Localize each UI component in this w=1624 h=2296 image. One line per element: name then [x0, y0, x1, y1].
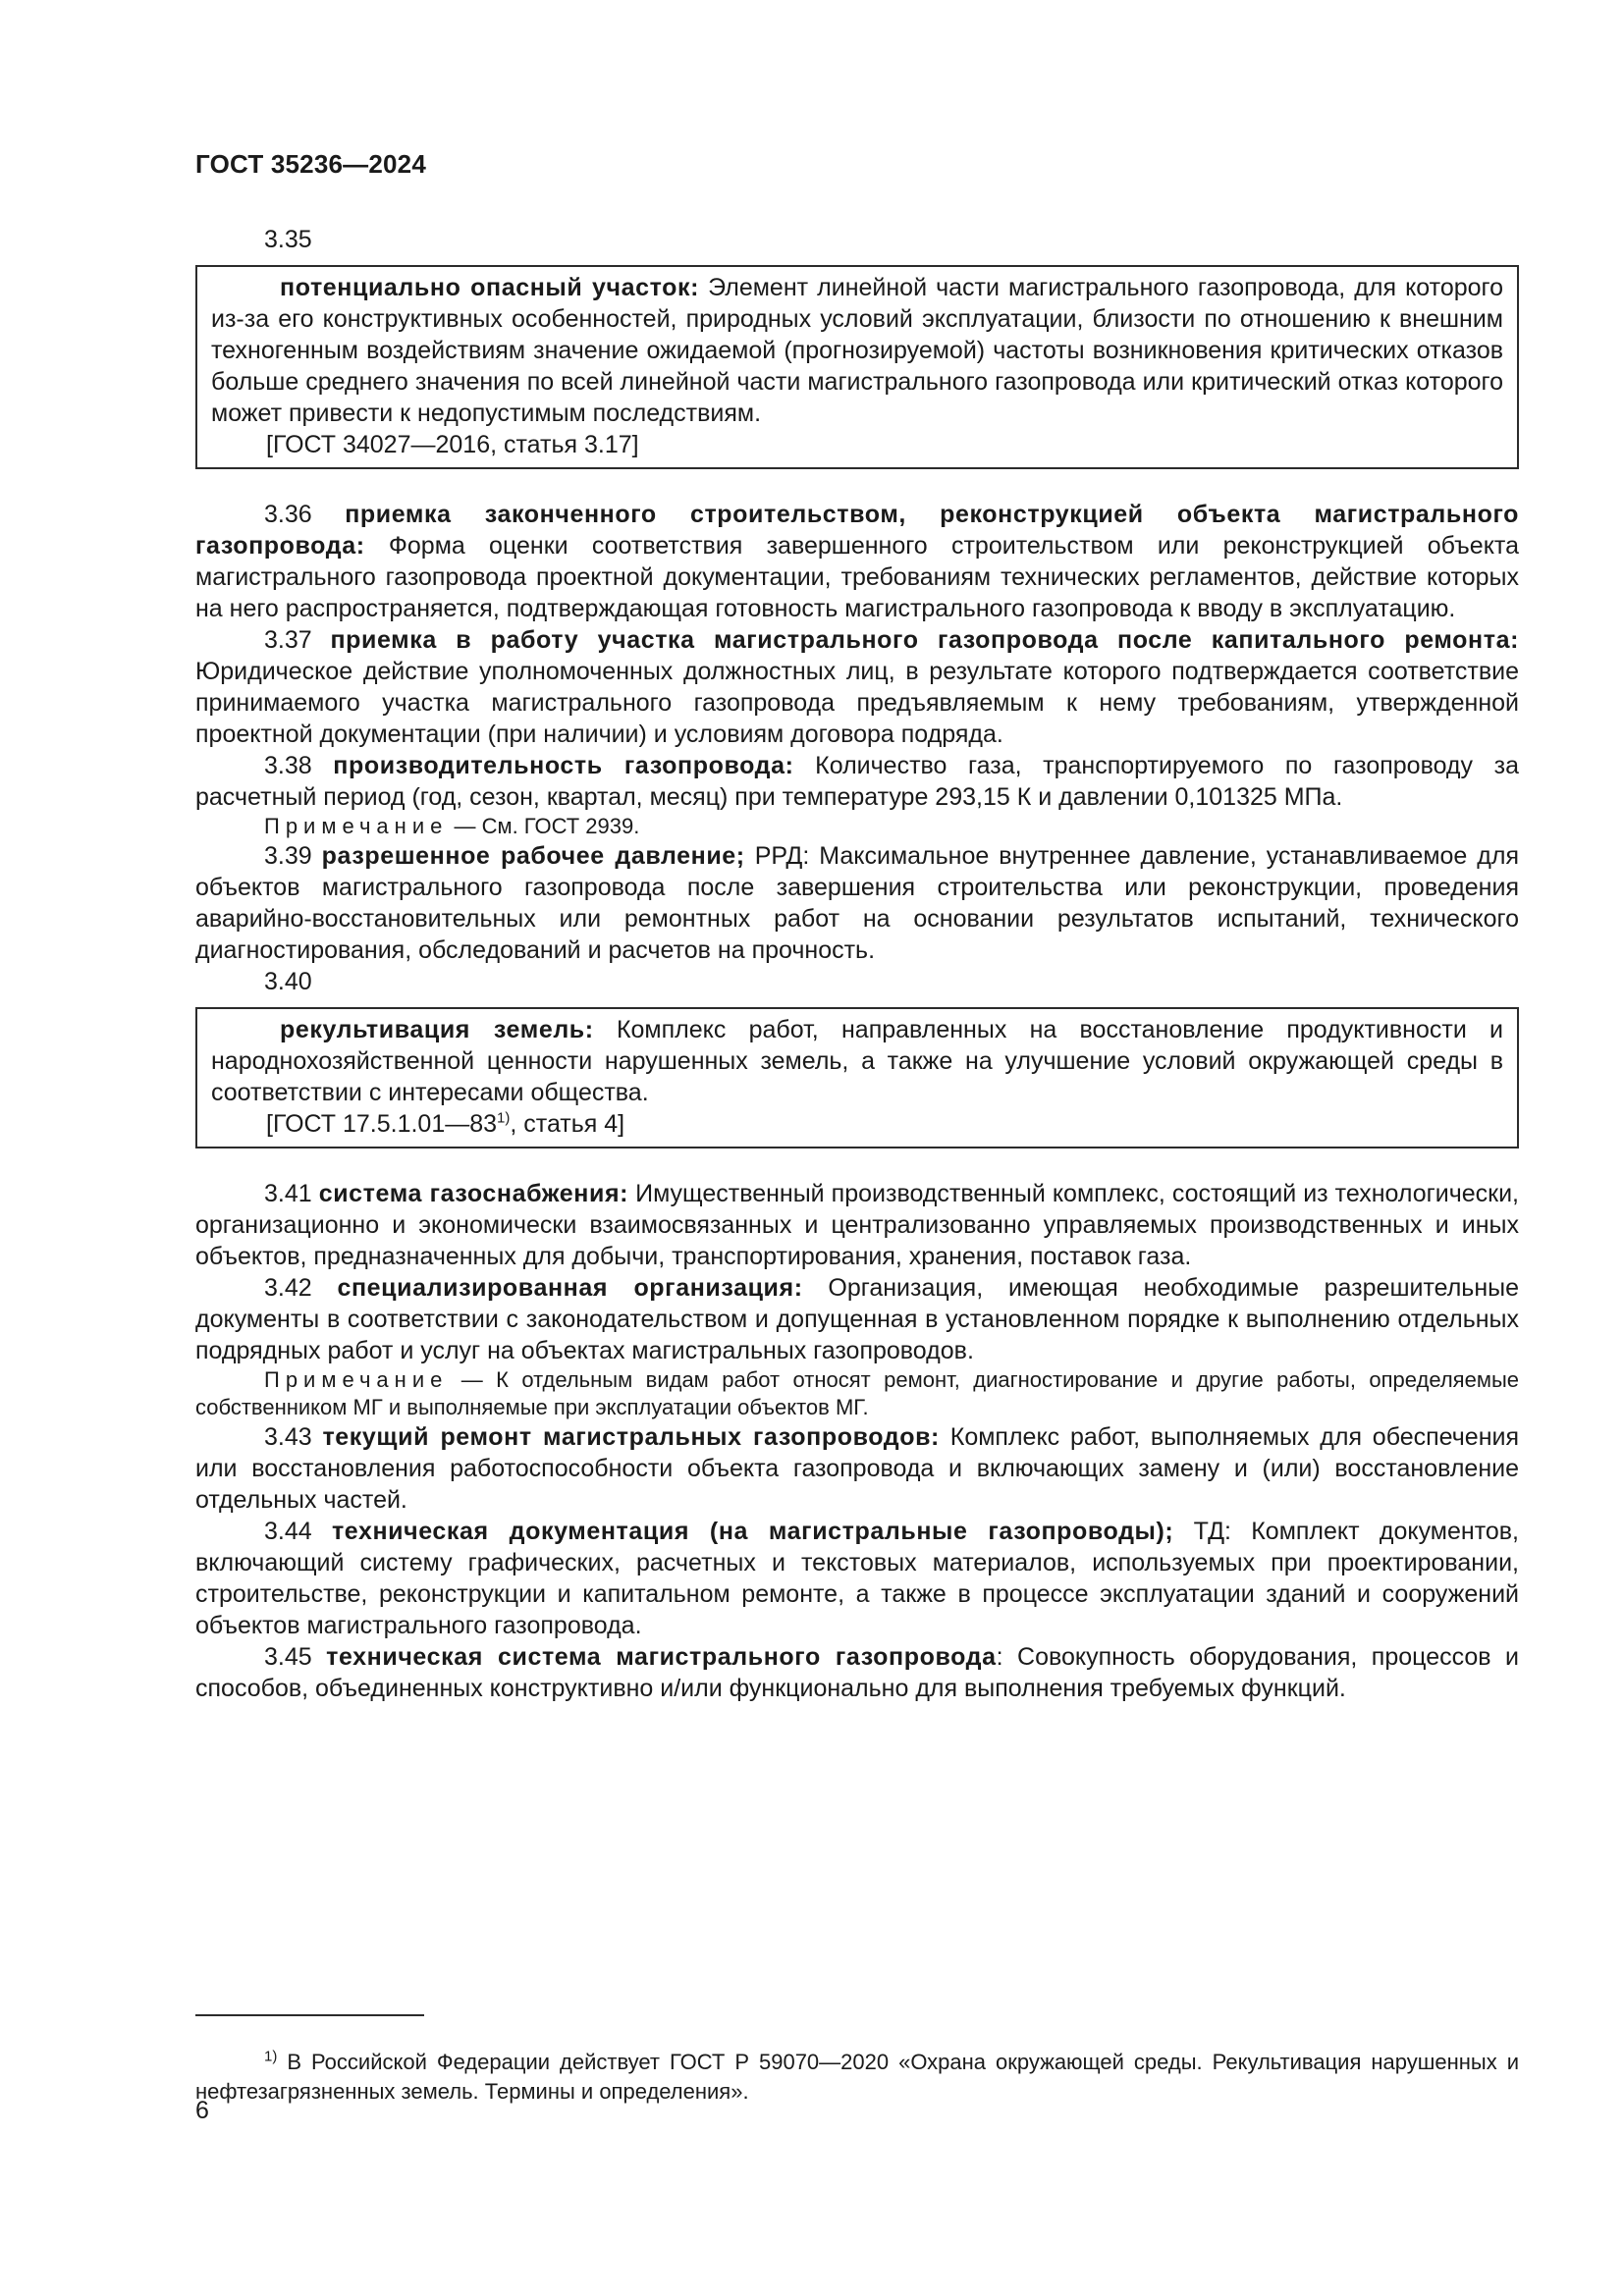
- entry-number-3-39: 3.39: [264, 842, 322, 870]
- terms-section: [195, 224, 1519, 1704]
- definition-text-3-41: Имущественный производственный комплекс, состоящий из технологически, организационно и экономически взаимосвязанных и централизованно управляемых производственных и иных объектов, предназначенных для добычи, транспортирования, хранения, поставок газа.: [195, 1180, 1519, 1270]
- source-reference-3-40: [ГОСТ 17.5.1.01—83$^{1)}$, статья 4]: [266, 1109, 625, 1138]
- definition-text-3-42: Организация, имеющая необходимые разрешительные документы в соответствии с законодательством и допущенная в установленном порядке к выполнению отдельных подрядных работ и услуг на объектах магистральных газопроводов.: [195, 1274, 1520, 1364]
- definition-text-3-38: Количество газа, транспортируемого по газопроводу за расчетный период (год, сезон, квартал, месяц) при температуре 293,15 К и давлении 0,101325 МПа.: [195, 752, 1520, 811]
- entry-number-3-38: 3.38: [264, 752, 334, 779]
- quoted-definition-box-3-40: [195, 1007, 1519, 1148]
- note-label-3-42: Примечание: [264, 1367, 449, 1392]
- definition-text-3-37: Юридическое действие уполномоченных должностных лиц, в результате которого подтверждается соответствие принимаемого участка магистрального газопровода предъявляемым к нему требованиям, утвержденной проектной документации (при наличии) и условиям договора подряда.: [195, 658, 1519, 748]
- footnote-separator: [195, 2014, 424, 2016]
- term-3-45: техническая система магистрального газопровода: [326, 1643, 997, 1671]
- page-number: 6: [195, 2097, 209, 2124]
- definition-text-3-39: РРД: Максимальное внутреннее давление, устанавливаемое для объектов магистрального газопровода после завершения строительства или реконструкции, проведения аварийно-восстановительных или ремонтных работ на основании результатов испытаний, технического диагностирования, обследований и расчетов на прочность.: [195, 842, 1520, 964]
- footnote-text: В Российской Федерации действует ГОСТ Р 59070—2020 «Охрана окружающей среды. Рекультивация нарушенных и нефтезагрязненных земель. Термины и определения».: [195, 2050, 1519, 2104]
- definition-3-45: [195, 1641, 1519, 1704]
- definition-text-3-40: Комплекс работ, направленных на восстановление продуктивности и народнохозяйственной ценности нарушенных земель, а также на улучшение условий окружающей среды в соответствии с интересами общества.: [211, 1016, 1503, 1106]
- definition-3-35: [211, 272, 1503, 429]
- definition-3-41: [195, 1178, 1519, 1272]
- definition-3-43: [195, 1421, 1519, 1516]
- entry-number-3-41: 3.41: [264, 1180, 319, 1207]
- definition-text-3-43: Комплекс работ, выполняемых для обеспечения или восстановления работоспособности объекта газопровода и включающих замену и (или) восстановление отдельных частей.: [195, 1423, 1519, 1514]
- entry-number-3-45: 3.45: [264, 1643, 327, 1671]
- term-3-44: техническая документация (на магистральные газопроводы);: [331, 1518, 1174, 1545]
- definition-text-3-44: ТД: Комплект документов, включающий систему графических, расчетных и текстовых материалов, используемых при проектировании, строительстве, реконструкции и капитальном ремонте, а также в процессе эксплуатации зданий и сооружений объектов магистрального газопровода.: [195, 1518, 1520, 1639]
- term-3-41: система газоснабжения:: [318, 1180, 629, 1207]
- source-reference-3-35: [ГОСТ 34027—2016, статья 3.17]: [266, 431, 639, 458]
- note-text-3-38: — См. ГОСТ 2939.: [448, 814, 640, 838]
- definition-3-38: [195, 750, 1519, 813]
- entry-number-3-43: 3.43: [264, 1423, 323, 1451]
- entry-number-3-42: 3.42: [264, 1274, 338, 1302]
- entry-number-3-44: 3.44: [264, 1518, 332, 1545]
- footnote-ref-mark: 1): [497, 1109, 511, 1127]
- footnote: [195, 2048, 1519, 2107]
- quoted-definition-box-3-35: [195, 265, 1519, 469]
- term-3-35: потенциально опасный участок:: [280, 274, 700, 301]
- term-3-43: текущий ремонт магистральных газопроводов:: [322, 1423, 940, 1451]
- term-3-38: производительность газопровода:: [333, 752, 794, 779]
- note-3-38: [195, 813, 1519, 840]
- term-3-37: приемка в работу участка магистрального газопровода после капитального ремонта:: [330, 626, 1519, 654]
- term-3-39: разрешенное рабочее давление;: [321, 842, 745, 870]
- definition-3-39: [195, 840, 1519, 966]
- definition-3-36: [195, 499, 1519, 624]
- entry-number-3-37: 3.37: [264, 626, 331, 654]
- definition-3-44: [195, 1516, 1519, 1641]
- footnote-mark: 1): [264, 2048, 278, 2065]
- definition-3-40: [211, 1014, 1503, 1108]
- entry-number-3-35: 3.35: [264, 226, 312, 253]
- note-3-42: [195, 1366, 1519, 1421]
- term-3-36: приемка законченного строительством, реконструкцией объекта магистрального газопровода:: [195, 501, 1519, 560]
- definition-text-3-35: Элемент линейной части магистрального газопровода, для которого из-за его конструктивных особенностей, природных условий эксплуатации, близости по отношению к внешним техногенным воздействиям значение ожидаемой (прогнозируемой) частоты возникновения критических отказов больше среднего значения по всей линейной части магистрального газопровода или критический отказ которого может привести к недопустимым последствиям.: [211, 274, 1503, 427]
- entry-number-3-40: 3.40: [264, 968, 312, 995]
- term-3-42: специализированная организация:: [337, 1274, 803, 1302]
- entry-number-3-36: 3.36: [264, 501, 346, 528]
- note-label-3-38: Примечание: [264, 814, 449, 838]
- definition-3-42: [195, 1272, 1519, 1366]
- term-3-40: рекультивация земель:: [280, 1016, 594, 1043]
- document-header: ГОСТ 35236—2024: [195, 149, 426, 179]
- definition-text-3-36: Форма оценки соответствия завершенного строительством или реконструкцией объекта магистрального газопровода проектной документации, требованиям технических регламентов, действие которых на него распространяется, подтверждающая готовность магистрального газопровода к вводу в эксплуатацию.: [195, 532, 1519, 622]
- note-text-3-42: — К отдельным видам работ относят ремонт, диагностирование и другие работы, определяемые собственником МГ и выполняемые при эксплуатации объектов МГ.: [195, 1367, 1519, 1419]
- definition-text-3-45: : Совокупность оборудования, процессов и способов, объединенных конструктивно и/или функционально для выполнения требуемых функций.: [195, 1643, 1519, 1702]
- definition-3-37: [195, 624, 1519, 750]
